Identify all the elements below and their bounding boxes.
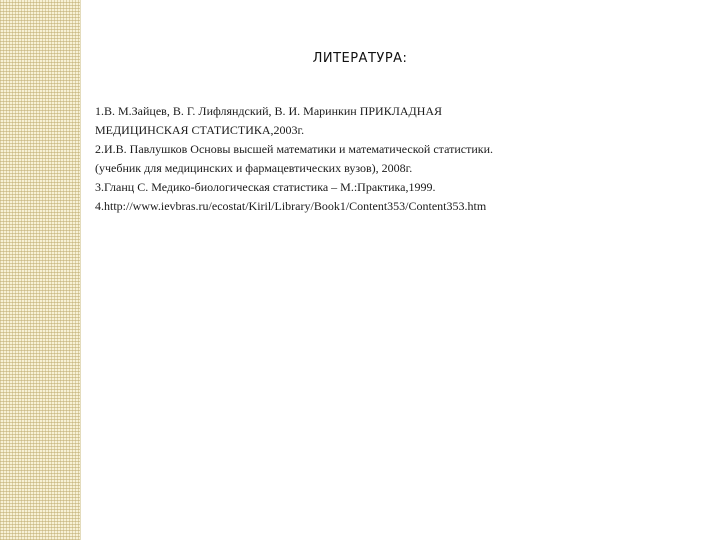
- slide-title: ЛИТЕРАТУРА:: [312, 51, 408, 66]
- reference-line-5: 3.Гланц С. Медико-биологическая статистика – М.:Практика,1999.: [95, 180, 436, 194]
- decorative-side-pattern: [0, 0, 80, 540]
- reference-line-4: (учебник для медицинских и фармацевтических вузов), 2008г.: [95, 161, 413, 175]
- reference-link[interactable]: 4.http://www.ievbras.ru/ecostat/Kiril/Library/Book1/Content353/Content353.htm: [95, 199, 487, 213]
- reference-line-3: 2.И.В. Павлушков Основы высшей математики и математической статистики.: [95, 142, 493, 156]
- reference-line-2: МЕДИЦИНСКАЯ СТАТИСТИКА,2003г.: [95, 123, 305, 137]
- side-pattern-edge: [80, 0, 81, 540]
- reference-line-1: 1.В. М.Зайцев, В. Г. Лифляндский, В. И. Маринкин ПРИКЛАДНАЯ: [95, 104, 443, 118]
- reference-list: [95, 102, 695, 216]
